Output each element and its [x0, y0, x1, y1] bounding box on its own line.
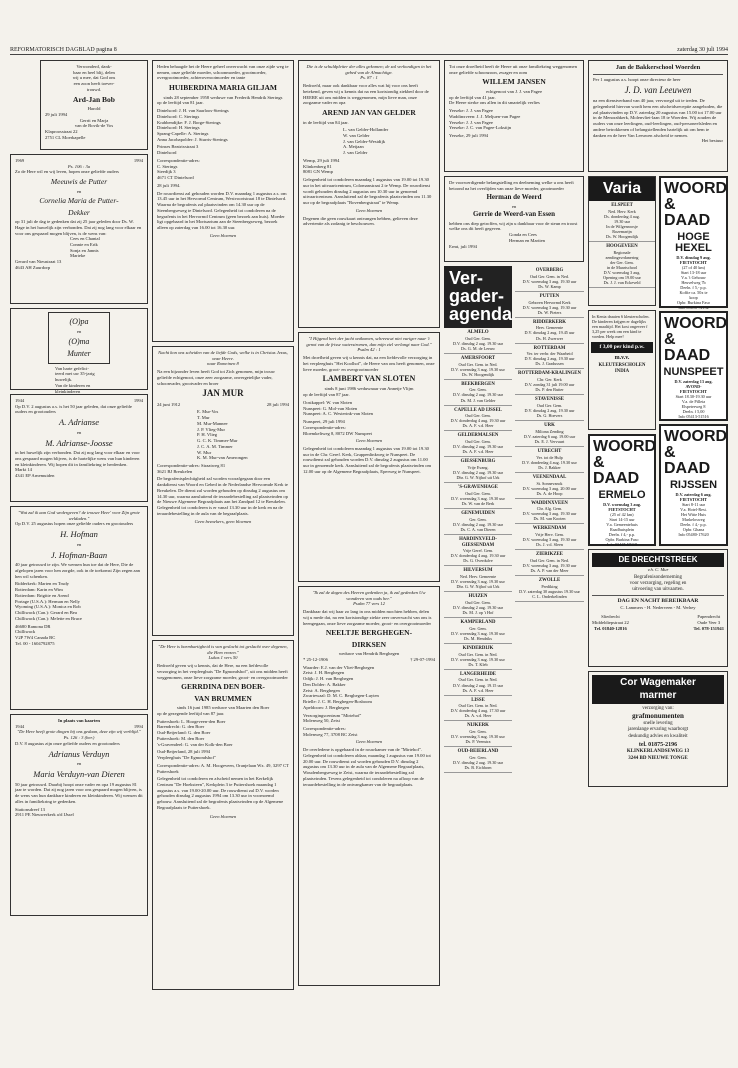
- agenda-entry: URK Miliona Zending D.V. zaterdag 6 aug. 19.00 uur Ds. E. J. Vervuurt: [515, 421, 584, 447]
- birth-announcement: Verwonderd, dank- baar en heel blij, delen wij u mee, dat God ons een zoon heeft toever- trouwd. Ard-Jan Bob Harold 29 juli 1994 Gerrit en Marja van de Bovik-de Vos Klaproosstraat 22 2751 CL Moerkapelle: [40, 60, 148, 150]
- agenda-entry: RIDDERKERK Herv. Gemeente D.V. dinsdag 2 aug. 19.45 uur Ds. H. Zwerwer: [515, 318, 584, 344]
- ads-grid: [588, 176, 728, 549]
- agenda-entry: ALMELO Oud Ger. Gem. D.V. dinsdag 2 aug. 19.30 uur Ds. G. M. de Leeuw: [444, 328, 512, 354]
- varia-box: Varia ELSPEET Ned. Herv. Kerk Ds. donderdag 4 aug. 19.30 uur In de Wilgenroosje Rozemarijn Ds. W. Hoogendijk HOOGEVEEN Regionale zendingsvrdanering der Ger. Gem. in de Maartschool D.V. woensdag 3 aug. Opening om 19.00 uur Ds. J. J. van Eckeveld: [588, 176, 656, 306]
- agenda-entry: CAPELLE AD IJSSEL Oud Ger. Gem. D.V. donderdag 4 aug. 19.30 uur Ds. A. F. v.d. Heer: [444, 406, 512, 432]
- school-announcement: Jan de Bakkerschool Woerden Per 1 augustus a.s. hoopt onze directeur de heer J. D. van Leeuwen na een dienstverband van 40 jaar, vervroegd uit te treden. De gelegenheid hiervan wordt hem een afscheidsreceptie aangeboden, die zal plaatsvinden op D.V. zaterdag 20 augustus van 15.00 tot 17.00 uur in de Menorahkerk, Molenvliet-laan 18 te Woerden. Wij zouden de ouders van onze leerlingen, oud-leerlingen, oud-personeelsleden en andere betrokkenen of belangstellenden hartelijk uit om hem te danken en de heer Van Leeuwen afscheid te nemen. Het bestuur: [588, 60, 728, 172]
- anniversary-hofman: "Wat zal ik aan God wedergeven? de trouwe Heer' voor Zijn grote weldaden." Op D.V. 25 augustus hopen onze geliefde ouders en grootouders H. Hofman en J. Hofman-Baan 40 jaar getrouwd te zijn. We wensen hun toe dat de Here, Die de afgelopen jaren voor hen zorgde, ook in de toekomst Zijn zegen aan hen wil schenken. Ridderkerk: Marten en Trudy Rotterdam: Karin en Wim Rotterdam: Brigitte en Arend Portage (U.S.A.): Herman en Nelly Wyoming (U.S.A.): Monica en Rob Chilliwack (Can.): Gerard en Bea Chilliwack (Can.): Melette en Bruce 46680 Ramona DR Chilliwack V2P 7W4 Canada BC Tel. 00 - 1604792875: [10, 506, 148, 710]
- ads-right: [659, 176, 728, 549]
- agenda-entry: STAVENISSE Oud Ger. Gem. D.V. dinsdag 2 aug. 19.30 uur Ds. G. Hoevers: [515, 395, 584, 421]
- obituary-mur: Nacht kon ons scheiden van de liefde Gods, welke is in Christus Jezus, onze Heere. naar Romeinen 8 Na een bijzonder leven heeft God tot Zich genomen, mijn trouw geliefde echtgenoot, onze zeer zorgzame, onvergetelijke vader, schoonvader, grootvader en broer JAN MUR 24 juni 1912 28 juli 1994 E. Mur-Vos T. Mur M. Mur-Mannee J. P. Vlieg-Mur P. H. Vlieg G. C. K. Timmer-Mur J. C. A. M. Timmer W. Mur K. M. Mur-van Amerongen Correspondentie-adres: Straatweg 81 3621 BJ Breukelen De begrafenisplechtigheid zal worden voorafgegaan door een dankdienst van Woord en Gebed in de Nederlandse Hervormde Kerk te Breukelen. De dienst zal worden gehouden op dinsdag 2 augustus om 14.30 uur, waarna aansluitend de teraardebestelling zal plaatsvinden op de Nieuwe Algemene Begraafplaats aan het Zandpad 12 te Breukelen. Gelegenheid tot condoleren is er vanaf 13.30 uur in de kerk en na de teraardebestelling in de aula van de begraafplaats. Geen bezoekers, geen bloemen: [152, 346, 294, 636]
- agenda-entry: GENEMUIDEN Ger. Gem. D.V. dinsdag 2 aug. 19.30 uur Ds. C. A. van Dieren: [444, 509, 512, 535]
- agenda-entry: ZIERIKZEE Oud Ger. Gem. in Ned. D.V. woensdag 3 aug. 19.30 uur Ds. A. P. van der Meer: [515, 550, 584, 576]
- agenda-entry: BEEKBERGEN Ger. Gem. D.V. dinsdag 2 aug. 19.30 uur Ds. M. J. van Gelder: [444, 380, 512, 406]
- obituary-den-boer: "De Here is barmhartigheid is van geslacht tot geslacht over degenen, die Hem vrezen." Lukas 1 vers 50 Bedroefd geven wij u kennis, dat de Here, na een liefdevolle verzorging in het verpleeghuis "De Egmondshof", uit ons midden heeft weggenomen, onze lieve zorgzame moeder, groot- en overgrootmoeder GERRDINA DEN BOER- VAN BRUMMEN sinds 16 juni 1985 weduwe van Maarten den Boer op de gezegende leeftijd van 87 jaar. Puttershoek: L. Hoogeveen-den Boer Barendrecht: G. den Boer Oud-Beijerland: G. den Boer Puttershoek: M. den Boer 's-Gravendeel: G. van der Kolk-den Boer Oud-Beijerland, 28 juli 1994 Verpleeghuis "De Egmondshof" Correspondentie-adres: A. M. Hoogeveen, Oranjelaan Wz. 49, 3297 CT Puttershoek Gelegenheid tot condoleren en afscheid nemen in het Kerkelijk Centrum "De Hoeksteen", Kerkplein 3 te Puttershoek maandag 1 augustus a.s. van 19.00-20.00 uur. De rouwdienst zal D.V. worden gehouden dinsdag 2 augustus 1994 om 13.30 uur in voornoemd gebouw. Aansluitend zal de begrafenis plaatsvinden op de Algemene Begraafplaats te Puttershoek. Geen bloemen: [152, 640, 294, 990]
- column-1: [10, 60, 148, 920]
- agenda-entry: AMERSFOORT Oud Ger. Gem. in Ned. D.V. woensdag 3 aug. 19.30 uur Ds. W. Hoogendijk: [444, 354, 512, 380]
- anniversary-munter: (O)pa en (O)ma Munter Van harte gefelici- teerd met uw 35-jarig huwelijk. Van de kinderen en kleinkinderen: [10, 308, 148, 390]
- woord-daad-logo: WOORD & DAAD: [593, 438, 657, 487]
- agenda-entry: HUIZEN Oud Ger. Gem. D.V. dinsdag 2 aug. 19.30 uur Ds. M. J. op 't Hof: [444, 592, 512, 618]
- agenda-entry: WERKENDAM Vrije Herv. Gem. D.V. woensdag 3 aug. 19.30 uur Ds. J. v.d. Sleen: [515, 524, 584, 550]
- column-5: [588, 60, 728, 791]
- agenda-entry: GIESSENBURG Vrije Evang. D.V. dinsdag 2 aug. 19.30 uur Dhr. G. W. Nijhof uit Urk: [444, 457, 512, 483]
- agenda-entry: HARDINXVELD-GIESSENDAM Vrije Geref. Gem. D.V. donderdag 4 aug. 19.30 uur Ds. G. Overdulve: [444, 535, 512, 567]
- agenda-entry: ROTTERDAM-KRALINGEN Chr. Ger. Kerk D.V. zondag 31 juli 19.00 uur Ds. P. den Butter: [515, 369, 584, 395]
- kleuterscholen-ad: In Kenia draaien 6 kleuterscholen. De kinderen krijgen er dagelijks een maaltijd. Het kost ongeveer f 3,25 per week om een kind te voeden. Help mee! f 3,00 per kind p.w. m.v.v. KLEUTERSCHOLEN INDIA: [588, 310, 656, 430]
- ads-left: [588, 176, 656, 549]
- agenda-entry: PUTTEN Geboren Hervormd Kerk D.V. woensdag 3 aug. 19.30 uur Ds. W. Pieters: [515, 292, 584, 318]
- agenda-entry: OVERBERG Oud Ger. Gem. in Ned. D.V. woensdag 3 aug. 19.30 uur Ds. W. Kamp: [515, 266, 584, 292]
- vergader-agenda: [444, 266, 584, 994]
- header-right: zaterdag 30 juli 1994: [677, 47, 728, 53]
- anniversary-adrianse: 1944 1994 Op D.V. 2 augustus a.s. is het 50 jaar geleden, dat onze geliefde ouders en grootouders A. Adrianse en M. Adrianse-Joosse in het huwelijk zijn verbonden. Dat zij nog lang voor elkaar en voor ons gespaard mogen blijven, is de hartelijke wens van hun kinderen en kleinkinderen. Wij hopen dit in familiekring te herdenken. Markt 14 4341 EP Arnemuiden: [10, 394, 148, 502]
- column-4: [444, 60, 584, 994]
- column-3: [298, 60, 440, 990]
- agenda-entry: ZWOLLE Prediking D.V. zaterdag 30 augustus 19.30 uur C. L. Onderkelinden: [515, 576, 584, 602]
- woord-daad-nunspeet: WOORD & DAAD NUNSPEET D.V. zaterdag 13 aug. AVOND- FIETSTOCHT Start 18.30-19.30 uur V.a. de Pilleia Elspeterweg 8 Deeln. f 5,00 Info 05413-51516: [659, 311, 728, 421]
- agenda-right-column: [515, 266, 584, 994]
- anniversary-verduyn: In plaats van kaarten 1944 1994 "De Here heeft grote dingen bij ons gedaan, deze zijn wij verblijd." Ps. 126 : 3 (ber.) D.V. 8 augustus zijn onze geliefde ouders en grootouders Adrianus Verduyn en Maria Verduyn-van Dieren 50 jaar getrouwd. Daarbij hoopt onze vader en opa 19 augustus 81 jaar te worden. Dat zij nog jaren voor ons gespaard mogen blijven, is de wens van hun dankbare kinderen en kleinkinderen. Wij wensen dit alles in familiekring te gedenken. Stationsdreef 13 2911 PE Nieuwerkerk a/d IJssel: [10, 714, 148, 916]
- agenda-left-column: [444, 266, 512, 994]
- obituary-jansen: Tot onze droefheid heeft de Heere uit onze familiekring weggenomen onze geliefde schoonzoon, zwager en oom WILLEM JANSEN echtgenoot van J. J. van Pagee op de leeftijd van 41 jaar. De Heere sterke ons allen in dit smartelijk verlies Yerseke: J. J. van Pagee Waddinxveen: J. J. Meljuen-van Pagee Yerseke: J. J. van Pagee Yerseke: J. C. van Pagee-Lokstijn Yerseke, 29 juli 1994: [444, 60, 584, 172]
- obituary-berghegen: "Ik zal de dagen des Heeren gedenken ja, ik zal gedenken Uw wonderen van ouds her." Psalm 77 vers 12 Dankbaar dat wij haar zo lang in ons midden mochten hebben, delen wij u mede dat, na een kortstondige ziekte zeer onverwacht van ons is heengegaan, onze lieve zorgzame moeder, groot- en overgrootmoeder NEELTJE BERGHEGEN- DIRKSEN weduwe van Hendrik Berghegen * 25-12-1906 † 29-07-1994 Waarder: E.J. van der Vliet-Berghegen Zeist: J. H. Berghegen Odijk: J. H. van Berghegen Den Dolder: A. Bakker Zeist: A. Berghegen Zwartewaal: D. M. C. Berghegen-Luyten Brielle: J. C. H. Berghegen-Bosboom Apeldoorn: J. Berghegen Verzorgingscentrum "Mirtehof" Molenweg 50, Zeist Correspondentie-adres: Molenweg 77, 3708 BC Zeist Geen bloemen De overledene is opgebaard in de rouwkamer van de "Mirtehof". Gelegenheid tot condoleren aldaar, maandag 1 augustus van 19.00 tot 20.00 uur. De rouwdienst zal worden gehouden D.V. dinsdag 2 augustus om 13.30 uur in de aula van de Algemene Begraafplaats, Woudenbergseweg te Zeist, waarna de teraardebestelling zal plaatsvinden. Tevens gelegenheid tot condoleren na afloop van de teraardebestelling in de ontvangkamer van de begraafplaats.: [298, 586, 440, 986]
- agenda-entry: VEENENDAAL St. Sonnevanck D.V. woensdag 3 aug. 20.00 uur Ds. A. de Hoop: [515, 473, 584, 499]
- obituary-van-gelder: Die is de schuldpleiter der alles gekomen; de zal verkondigen in het gebed van de Almachtige. Ps. 87 : 1 Bedroefd, maar ook dankbaar voor alles wat hij voor ons heeft betekend, geven wij u kennis dat na een kortstondig ziekbed door de HEERE uit ons midden is weggenomen, mijn lieve man, onze zorgzame vader en opa AREND JAN VAN GELDER in de leeftijd van 84 jaar. L. van Gelder-Hollander W. van Gelder J. van Gelder-Westdijk A. Meijaan J. van Gelder Wemp, 29 juli 1994 Klinkenberg 81 8081 GN Wemp Gelegenheid tot condoleren maandag 1 augustus van 19.00 tot 19.30 uur in het uitvaartcentrum, Colomanstraat 2 te Wemp. De rouwdienst wordt gehouden dinsdag 2 augustus om 10.30 uur in genoemd uitvaartcentrum. Aansluitend zal de begrafenis plaatsvinden om 11.30 uur op de begraafplaats "Bovenbergstraat" te Wemp. Geen bloemen Degenen die geen rouwkaart ontvangen hebben, gelieven deze advertentie als zodanig te beschouwen.: [298, 60, 440, 328]
- woord-daad-rijssen: WOORD & DAAD RIJSSEN D.V. zaterdag 6 aug. FIETSTOCHT Start 8-11 uur V.a. Hotel-Rest. Het Witte Huis Markelosweg Deeln. f 4,- p.p. Opbr. Ghana Info 05480-17620: [659, 424, 728, 546]
- obituary-giljam: Heden behaagde het de Heere geheel onverwacht van onze zijde weg te nemen, onze geliefde moeder, schoonmoeder, grootmoeder, overgrootmoeder, achteroverootmoeder en tante HUIBERDINA MARIA GILJAM sinds 28 september 1958 weduwe van Frederik Hendrik Sterings op de leeftijd van 81 jaar. Dintelsord: J. H. van Saarloos-Sterings Dintelsord: C. Sterings Krabbendijke: F. J. Borge-Sterings Dintelsord: H. Sterings Sprang-Capelle: A. Sterings Anna Jacobapolder: J. Sturris-Sterings Prinses Beatrixstraat 3 Dintelsord Correspondentie-adres: C. Sterings Steedijk 3 4671 CT Dintelsord 28 juli 1994. De rouwdienst zal gehouden worden D.V. maandag 1 augustus a.s. om 13.45 uur in het Hervormd Centrum, Westvoortstraat 18 te Dintelsord. Waarna de begrafenis zal plaatsvinden om 14.30 uur op de Steenbergseweg te Dintelsord. Gelegenheid tot condoleren na de begrafenis in het Hervormd Centrum (geen bezoek aan huis). Moeder ligt opgebaard in het Mortuarium aan de Steenbergseweg, bezoek alleen op zaterdag van 16.00 tot 16.30 uur. Geen bloemen: [152, 60, 294, 342]
- drechtstreek-ad: DE DRECHTSTREEK v.h. C. Mur Begrafenisonderneming voor verzorging, regeling en uitvoering van uitvaarten. DAG EN NACHT BEREIKBAAR C. Lammers - H. Nederveen - M. Verhey Sliedrecht Middeldiepstraat 22 Tel. 01840-12816 Papendrecht Oude Veer 3 Tel. 078-151941: [588, 549, 728, 667]
- agenda-entry: ROTTERDAM Ver. ter verbr. der Waarheid D.V. dinsdag 2 aug. 19.30 uur Ds. J. Gradussen: [515, 344, 584, 370]
- birth-text: Verwonderd, dank- baar en heel blij, delen wij u mee, dat God ons een zoon heeft toever- trouwd.: [72, 64, 116, 92]
- agenda-entry: OUD-BEIERLAND Ger. Gem. D.V. dinsdag 2 aug. 19.30 uur Ds. B. Eichhorn: [444, 747, 512, 773]
- cor-wagemaker-ad: Cor Wagemaker marmer verzorging van: grafmonumenten snelle levering jarenlange ervaring waarborgt deskundig advies en kwaliteit tel. 01875-2196 KLINKERLANDSEWEG 13 3244 BD NIEUWE TONGE: [588, 671, 728, 787]
- agenda-entry: 'S-GRAVENHAGE Oud Ger. Gem. D.V. woensdag 3 aug. 19.30 uur Ds. W. van de Berk: [444, 483, 512, 509]
- agenda-entry: KINDERDIJK Oud Ger. Gem. in Ned. D.V. woensdag 3 aug. 19.30 uur Ds. T. Kleb: [444, 644, 512, 670]
- thanks-de-weerd: De voorwerdigende belangstelling en deelneming welke u ons heeft betoond na het overlijden van onze lieve moeder, grootmoeder Herman de Weerd en Gerrie de Weerd-van Essen hebben ons diep getroffen, wij zijn u dankbaar voor de steun en troost welke ons dit heeft gegeven. Gonda en Cees Herman en Martien Ermt, juli 1994: [444, 176, 584, 262]
- page-header: [10, 43, 728, 55]
- agenda-entry: WADDINXVEEN Chr. Alg. Gem. D.V. woensdag 3 aug. 19.30 uur Ds. M. van Kooten: [515, 499, 584, 525]
- agenda-entry: GELDERMALSEN Oud Ger. Gem. D.V. dinsdag 2 aug. 19.30 uur Ds. A. F. v.d. Heer: [444, 431, 512, 457]
- agenda-title: Ver- gader- agenda: [444, 266, 512, 328]
- baby-name: Ard-Jan Bob: [73, 94, 115, 104]
- column-2: [152, 60, 294, 994]
- woord-daad-ermelo: WOORD & DAAD ERMELO D.V. woensdag 3 aug. FIETSTOCHT (25 of 42 km) Start 14-15 uur V.a. Gemeentehuis Raadhuisplein Deeln. f 4,- p.p. Opbr. Burkina Faso Info 03417-57118: [588, 434, 656, 546]
- agenda-entry: LISSE Oud Ger. Gem. in Ned. D.V. donderdag 4 aug. 17.30 uur Ds. A. v.d. Heer: [444, 696, 512, 722]
- woord-daad-hoge-hexel: WOORD & DAAD HOGE HEXEL D.V. dinsdag 9 aug. FIETSTOCHT (27 of 40 km) Start 13-18 uur V.a. 't Gehouw Heuvelweg 7b Deeln. f 5,- p.p. Koffie ca. 50x te koop Opbr. Burkina Faso Info 05456-74132: [659, 176, 728, 308]
- obituary-van-sloten: "I Hijgend hert der jacht ontkomen, schreeuwt niet vuriger naar 't genot van de frisse waterstromen, dan mijn ziel verlangt naar God." Psalm 42 : 1 Met droefheid geven wij u kennis dat, na een liefdevolle verzorging in het verpleeghuis "Het Koolhof", de Heere van ons heeft genomen, onze lieve moeder, groot- en overgrootmoeder LAMBERT VAN SLOTEN sinds 8 juni 1986 weduwnaar van Annetje Vlijm op de leeftijd van 87 jaar. Oostkappel: W. van Sloten Nunspeet: G. Mol-van Sloten Nunspeet: A. C. Westerink-van Sloten Nunspeet, 29 juli 1994 Correspondentie-adres: Bloemkeltweg 8, 8072 DW Nunspeet Geen bloemen Gelegenheid tot condoleren maandag 1 augustus van 19.00 tot 19.30 uur in de Chr. Geref. Kerk, Gruppenlinkweg te Nunspeet. De rouwdienst zal gehouden worden D.V. dinsdag 2 augustus om 11.00 uur in genoemde kerk. Aansluitend zal de begrafenis plaatsvinden om 12.00 uur op de Algemene Begraafplaats, Eperweg te Nunspeet.: [298, 332, 440, 582]
- header-left: REFORMATORISCH DAGBLAD pagina 8: [10, 47, 117, 53]
- agenda-entry: NIJKERK Ger. Gem. D.V. woensdag 3 aug. 19.30 uur Ds. P. Veenstra: [444, 721, 512, 747]
- agenda-entry: HILVERSUM Ned. Herv. Gemeente D.V. woensdag 3 aug. 19.30 uur Dhr. G. W. Nijhof uit Urk: [444, 566, 512, 592]
- agenda-entry: LANGERHEIDE Oud Ger. Gem. in Ned. D.V. dinsdag 2 aug. 19.15 uur Ds. A. F. v.d. Heer: [444, 670, 512, 696]
- agenda-entry: UTRECHT Ver. tot de Hulp D.V. donderdag 4 aug. 19.30 uur Ds. J. Bakker: [515, 447, 584, 473]
- agenda-entry: KAMPERLAND Ger. Gem. D.V. woensdag 3 aug. 19.30 uur Ds. M. Hendriks: [444, 618, 512, 644]
- anniversary-de-putter: 1969 1994 Ps. 106 : 3a Zo de Here wil en wij leven, hopen onze geliefde ouders Meeuwis de Putter en Cornelia Maria de Putter- Dekker op 31 juli de dag te gedenken dat zij 25 jaar geleden door Ds. W. Hage in het huwelijk zijn verbonden. Dat zij nog lang voor elkaar en voor ons gespaard mogen blijven, is de wens van: Cees en Chantal Connie en Erik Sonja en Jannis Marieke Gerard van Nieustraat 13 4643 AH Zuurdorp: [10, 154, 148, 304]
